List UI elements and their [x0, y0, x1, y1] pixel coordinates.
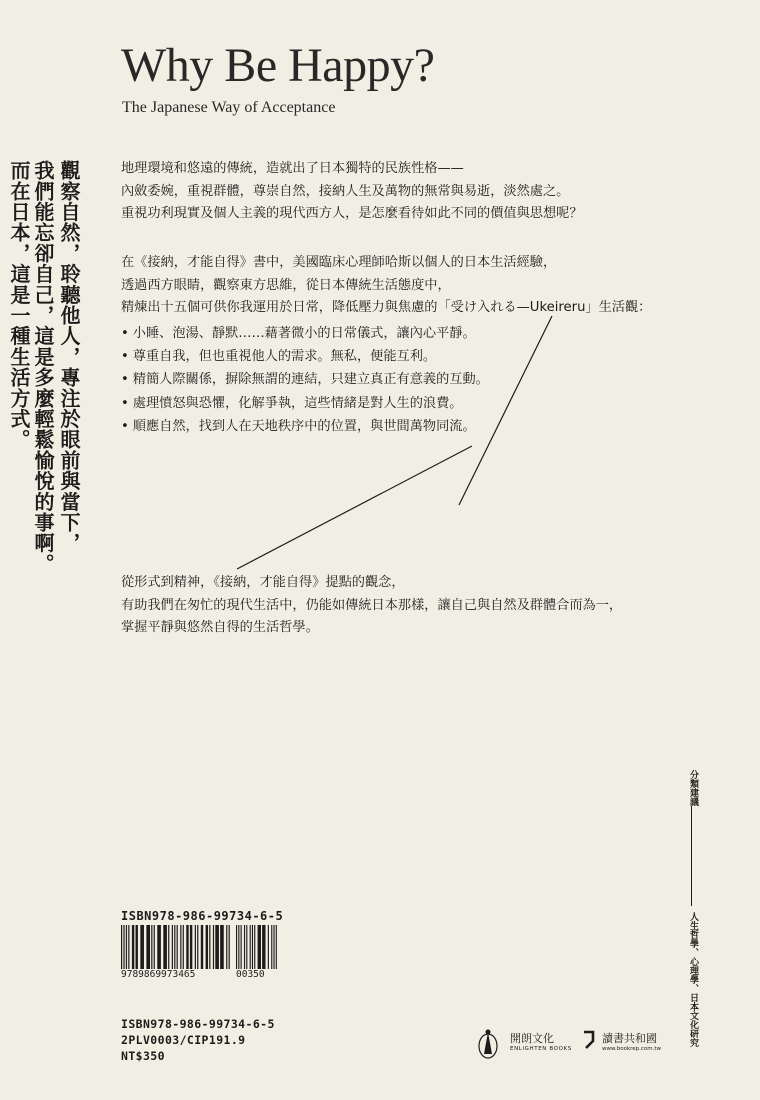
text-line: 透過西方眼睛，觀察東方思維，從日本傳統生活態度中，: [121, 277, 451, 293]
barcode-bar: [244, 925, 245, 969]
text-line: 地理環境和悠遠的傳統，造就出了日本獨特的民族性格——: [121, 161, 464, 176]
barcode-bar: [190, 925, 192, 969]
barcode-bar: [157, 925, 161, 969]
barcode-bar: [136, 925, 138, 969]
vertical-quote-line-1: 觀察自然，聆聽他人，專注於眼前與當下，: [57, 160, 81, 554]
book-title: Why Be Happy?: [121, 39, 435, 92]
barcode-bar: [126, 925, 127, 969]
barcode-bar: [172, 925, 173, 969]
barcode-bar: [238, 925, 239, 969]
barcode-bar: [254, 925, 255, 969]
barcode-bar: [151, 925, 152, 969]
barcode-bar: [195, 925, 196, 969]
category-label: 分類建議: [688, 770, 698, 806]
barcode-bar: [201, 925, 203, 969]
isbn-text: ISBN978-986-99734-6-5: [121, 1017, 275, 1031]
text-line: 精煉出十五個可供你我運用於日常，降低壓力與焦慮的「受け入れる—Ukeireru」生活觀：: [121, 300, 652, 315]
barcode-bar: [206, 925, 208, 969]
text-line: 從形式到精神，《接納，才能自得》提點的觀念，: [121, 575, 405, 590]
barcode-bar: [236, 925, 237, 969]
barcode-bar: [262, 925, 265, 969]
diagonal-line-long: [459, 316, 552, 505]
text-line: 在《接納，才能自得》書中，美國臨床心理師哈斯以個人的日本生活經驗，: [121, 255, 557, 270]
barcode-bar: [183, 925, 184, 969]
bullet-item: • 精簡人際關係，摒除無謂的連結，只建立真正有意義的互動。: [121, 368, 489, 391]
barcode-bar: [241, 925, 242, 969]
publisher-logo-icon: [474, 1026, 502, 1060]
barcode-bar: [163, 925, 167, 969]
barcode-bar: [180, 925, 181, 969]
barcode-bar: [258, 925, 261, 969]
book-subtitle: The Japanese Way of Acceptance: [122, 99, 336, 116]
barcode-bar: [186, 925, 188, 969]
barcode-bar: [140, 925, 144, 969]
category-divider: [691, 806, 692, 906]
category-value: 人生哲學、心理學、日本文化研究: [688, 912, 698, 1047]
barcode-bar: [246, 925, 247, 969]
barcode-bar: [220, 925, 224, 969]
barcode-bar: [168, 925, 169, 969]
distributor-url: www.bookrep.com.tw: [602, 1046, 662, 1052]
barcode-bar: [154, 925, 155, 969]
barcode-isbn-label: ISBN978-986-99734-6-5: [121, 909, 284, 923]
barcode-bar: [177, 925, 178, 969]
diagonal-line-short: [237, 446, 472, 569]
publisher-name: 開朗文化: [510, 1032, 554, 1045]
bullet-item: • 小睡、泡湯、靜默……藉著微小的日常儀式，讓內心平靜。: [121, 322, 489, 345]
barcode-bar: [250, 925, 251, 969]
vertical-quote-line-3: 而在日本，這是一種生活方式。: [7, 160, 31, 450]
barcode-bar: [268, 925, 269, 969]
barcode-addon-image: [236, 925, 278, 969]
barcode-digits: 9789869973465: [121, 969, 196, 980]
barcode-bar: [226, 925, 227, 969]
barcode-image: [121, 925, 231, 969]
barcode-bar: [215, 925, 219, 969]
publisher-english-name: ENLIGHTEN BOOKS: [510, 1046, 572, 1052]
barcode-bar: [132, 925, 134, 969]
bullet-item: • 順應自然，找到人在天地秩序中的位置，與世間萬物同流。: [121, 415, 489, 438]
text-line: 有助我們在匆忙的現代生活中，仍能如傳統日本那樣，讓自己與自然及群體合而為一，: [121, 597, 623, 613]
barcode-bar: [273, 925, 274, 969]
bullet-item: • 尊重自我，但也重視他人的需求。無私，便能互利。: [121, 345, 489, 368]
barcode-bar: [252, 925, 253, 969]
distributor-logo-icon: [581, 1029, 597, 1051]
barcode-bar: [276, 925, 277, 969]
text-line: 掌握平靜與悠然自得的生活哲學。: [121, 620, 319, 635]
barcode-addon-digits: 00350: [236, 969, 265, 980]
text-line: 內斂委婉，重視群體，尊崇自然，接納人生及萬物的無常與易逝，淡然處之。: [121, 183, 570, 199]
price-text: NT$350: [121, 1049, 165, 1063]
barcode-bar: [197, 925, 198, 969]
barcode-bar: [128, 925, 129, 969]
catalog-code: 2PLV0003/CIP191.9: [121, 1033, 246, 1047]
bullet-item: • 處理憤怒與恐懼，化解爭執，這些情緒是對人生的浪費。: [121, 392, 489, 415]
text-line: 重視功利現實及個人主義的現代西方人，是怎麼看待如此不同的價值與思想呢？: [121, 206, 583, 221]
barcode-bar: [174, 925, 175, 969]
barcode-bar: [209, 925, 210, 969]
vertical-quote-line-2: 我們能忘卻自己，這是多麼輕鬆愉悅的事啊。: [31, 160, 55, 574]
barcode-bar: [229, 925, 230, 969]
barcode-bar: [146, 925, 150, 969]
barcode-bar: [123, 925, 124, 969]
barcode-bar: [271, 925, 272, 969]
distributor-name: 讀書共和國: [602, 1032, 657, 1045]
barcode-bar: [213, 925, 214, 969]
barcode-bar: [121, 925, 122, 969]
